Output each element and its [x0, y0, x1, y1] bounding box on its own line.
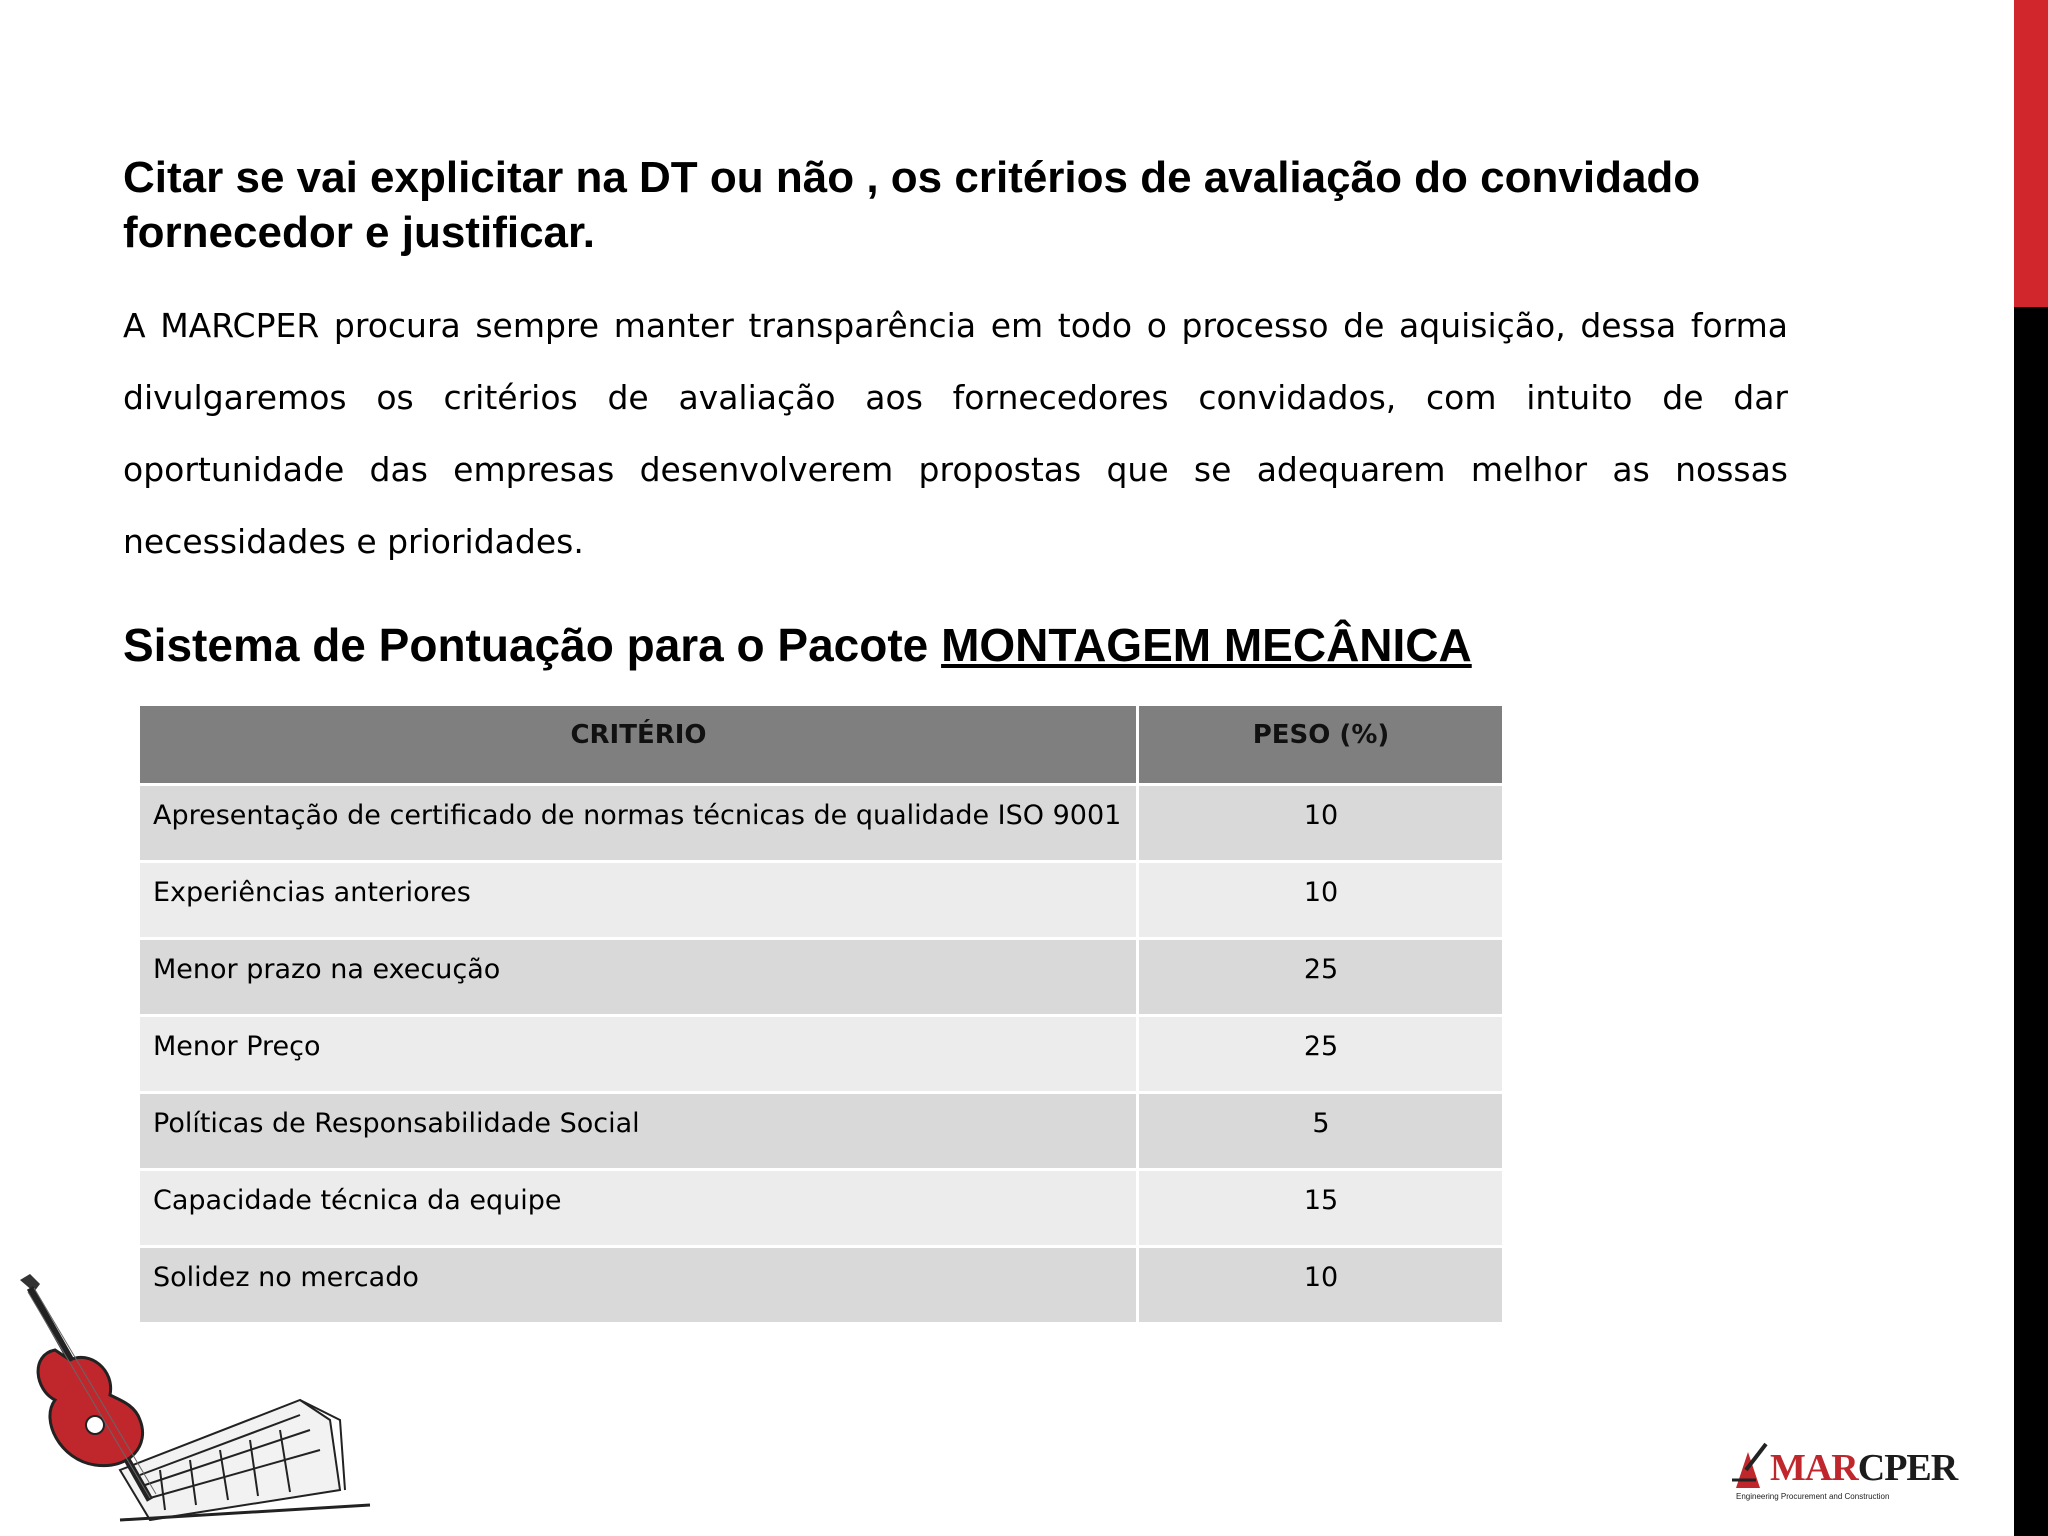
train-icon [120, 1400, 370, 1520]
criteria-table [137, 703, 1505, 1325]
logo-mark-icon [1728, 1440, 1770, 1492]
header-peso: PESO (%) [1138, 705, 1504, 785]
criterio-cell: Menor prazo na execução [139, 939, 1138, 1016]
table-row [139, 1170, 1504, 1247]
logo-wordmark-red: MAR [1770, 1447, 1858, 1489]
package-name: MONTAGEM MECÂNICA [941, 619, 1472, 671]
criterio-cell: Menor Preço [139, 1016, 1138, 1093]
peso-cell: 15 [1138, 1170, 1504, 1247]
peso-cell: 25 [1138, 1016, 1504, 1093]
side-accent-bar-black [2014, 307, 2048, 1536]
criterio-cell: Capacidade técnica da equipe [139, 1170, 1138, 1247]
peso-cell: 25 [1138, 939, 1504, 1016]
table-row [139, 939, 1504, 1016]
criterio-cell: Experiências anteriores [139, 862, 1138, 939]
marcper-logo [1728, 1440, 1963, 1510]
table-header-row [139, 705, 1504, 785]
criterio-cell: Apresentação de certificado de normas técnicas de qualidade ISO 9001 [139, 785, 1138, 862]
logo-wordmark [1770, 1446, 1957, 1490]
body-paragraph: A MARCPER procura sempre manter transparência em todo o processo de aquisição, dessa forma divulgaremos os critérios de avaliação aos fornecedores convidados, com intuito de dar oportunidade das empresas desenvolverem propostas que se adequarem melhor as nossas necessidades e prioridades. [123, 306, 1788, 561]
peso-cell: 10 [1138, 862, 1504, 939]
criterio-cell: Solidez no mercado [139, 1247, 1138, 1324]
header-criterio: CRITÉRIO [139, 705, 1138, 785]
logo-tagline: Engineering Procurement and Construction [1736, 1492, 1890, 1501]
table-row [139, 1016, 1504, 1093]
peso-cell: 10 [1138, 785, 1504, 862]
peso-cell: 5 [1138, 1093, 1504, 1170]
side-accent-bar-red [2014, 0, 2048, 307]
table-section-title [123, 615, 1472, 675]
slide-heading: Citar se vai explicitar na DT ou não , os critérios de avaliação do convidado fornecedor e justificar. [123, 153, 1701, 257]
table-row [139, 862, 1504, 939]
table-row [139, 1093, 1504, 1170]
section-title-prefix: Sistema de Pontuação para o Pacote [123, 619, 942, 671]
table-row [139, 785, 1504, 862]
guitar-train-illustration [0, 1270, 380, 1536]
criterio-cell: Políticas de Responsabilidade Social [139, 1093, 1138, 1170]
logo-wordmark-dark: CPER [1857, 1447, 1958, 1489]
peso-cell: 10 [1138, 1247, 1504, 1324]
